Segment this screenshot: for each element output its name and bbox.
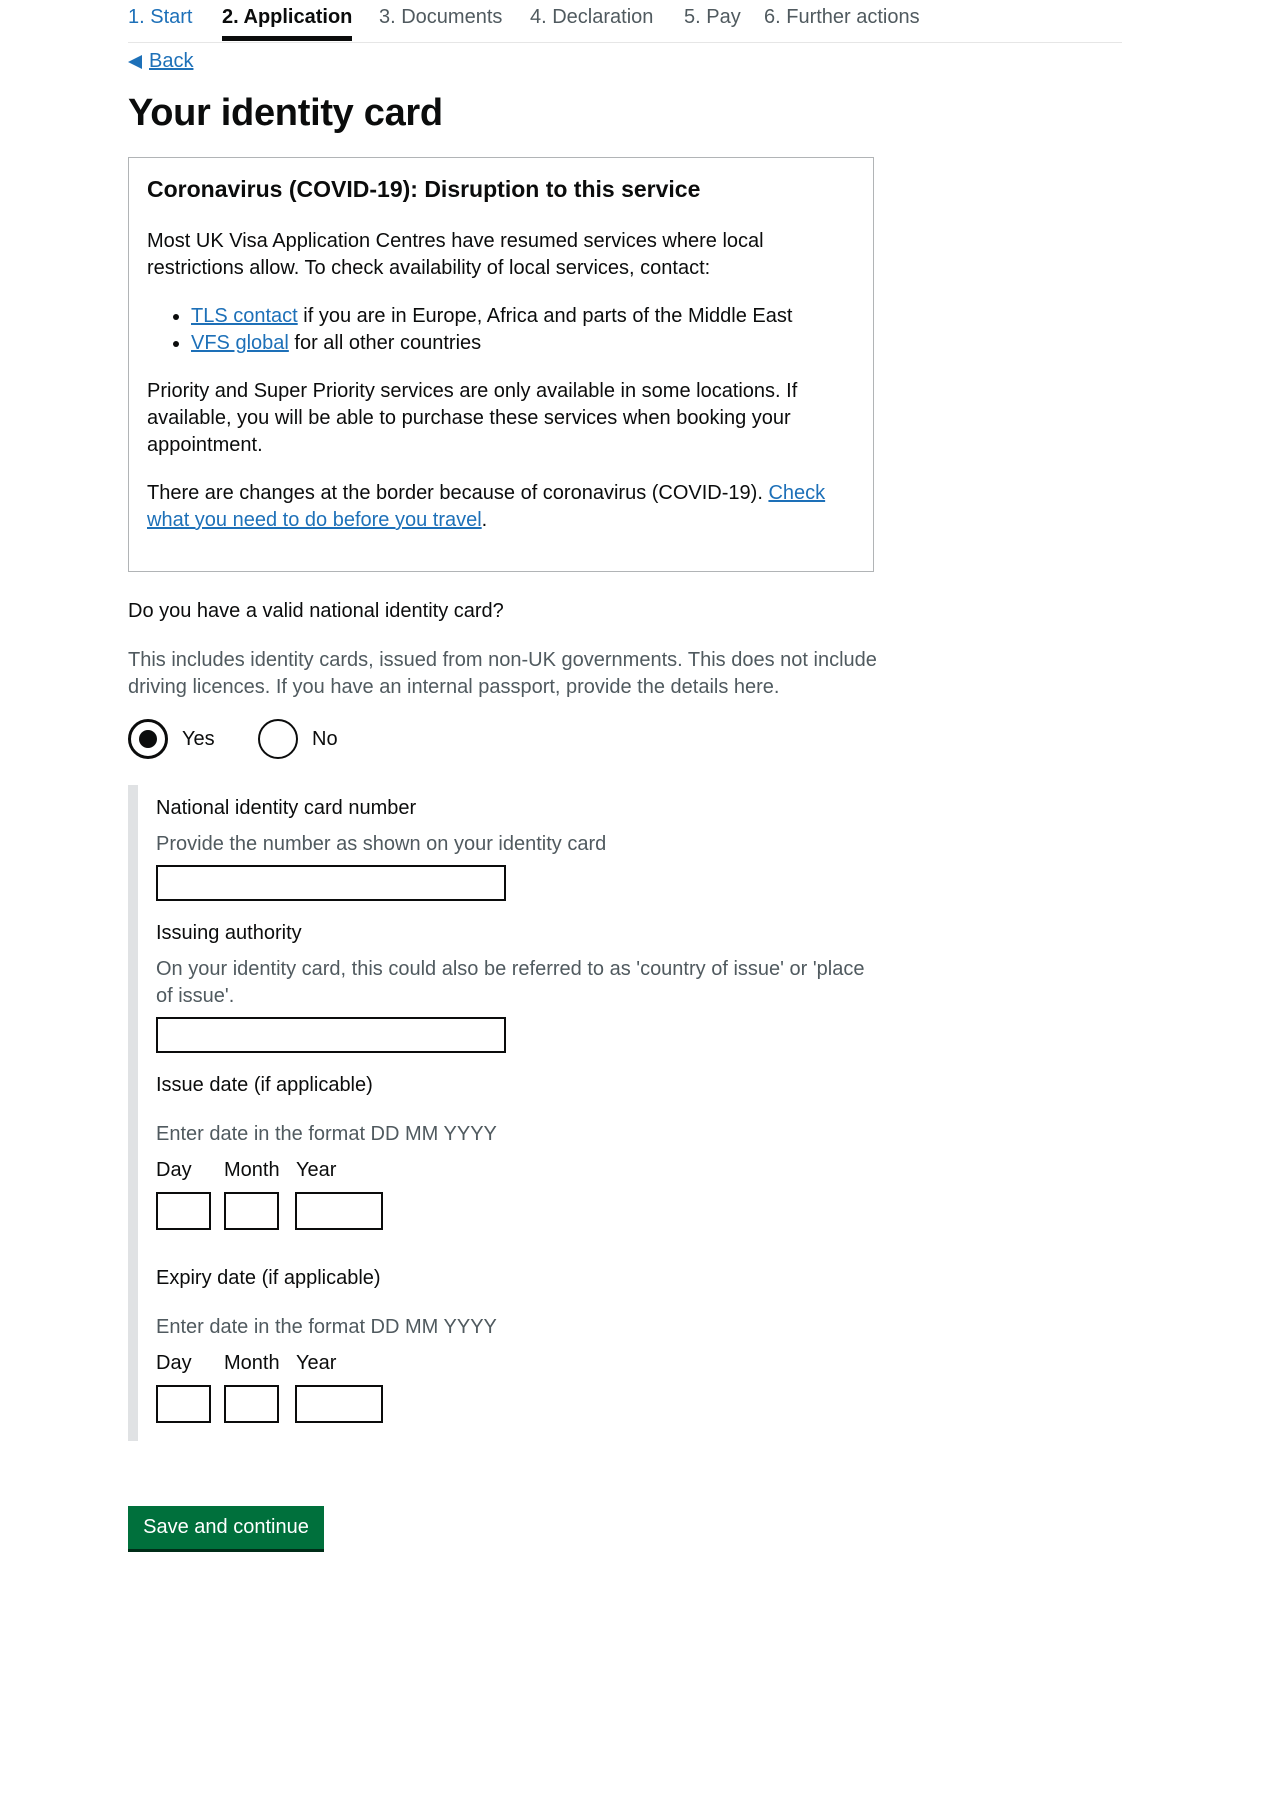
expiry-day-input[interactable] xyxy=(156,1385,211,1423)
conditional-reveal-bar xyxy=(128,785,138,1441)
notice-paragraph-1: Most UK Visa Application Centres have resumed services where local restrictions allow. To check availability of local services, contact: xyxy=(147,230,764,279)
notice-paragraph-3-end: . xyxy=(481,509,488,531)
expiry-date-hint: Enter date in the format DD MM YYYY xyxy=(156,1316,497,1338)
issuing-authority-label: Issuing authority xyxy=(156,922,302,944)
issue-date-hint: Enter date in the format DD MM YYYY xyxy=(156,1123,497,1145)
list-item xyxy=(191,303,792,330)
back-link-label: Back xyxy=(149,50,194,72)
step-start[interactable]: 1. Start xyxy=(128,6,193,28)
card-number-input[interactable] xyxy=(156,865,506,901)
list-item-text: if you are in Europe, Africa and parts of the Middle East xyxy=(297,305,793,327)
notice-paragraph-3 xyxy=(147,480,837,534)
step-application[interactable] xyxy=(222,6,352,29)
issue-year-label: Year xyxy=(296,1159,337,1181)
back-arrow-icon xyxy=(128,55,142,69)
list-item-text: for all other countries xyxy=(288,332,482,354)
radio-no-label[interactable]: No xyxy=(312,727,338,750)
issuing-authority-input[interactable] xyxy=(156,1017,506,1053)
radio-yes-circle[interactable] xyxy=(128,719,168,759)
step-application-label: 2. Application xyxy=(222,6,353,28)
expiry-month-input[interactable] xyxy=(224,1385,279,1423)
step-pay: 5. Pay xyxy=(684,6,741,28)
radio-no-circle[interactable] xyxy=(258,719,298,759)
back-link[interactable] xyxy=(128,50,193,73)
covid-notice-panel xyxy=(128,157,874,572)
radio-yes[interactable] xyxy=(128,719,215,759)
notice-heading: Coronavirus (COVID-19): Disruption to this service xyxy=(147,176,701,202)
issue-day-input[interactable] xyxy=(156,1192,211,1230)
travel-check-link[interactable]: Check what you need to do before you travel xyxy=(147,482,826,531)
radio-yes-label[interactable]: Yes xyxy=(182,727,215,750)
expiry-month-label: Month xyxy=(224,1352,280,1374)
issue-month-input[interactable] xyxy=(224,1192,279,1230)
notice-paragraph-2: Priority and Super Priority services are only available in some locations. If available, you will be able to purchase these services when booking your appointment. xyxy=(147,380,798,456)
card-number-label: National identity card number xyxy=(156,797,417,819)
notice-paragraph-3-text: There are changes at the border because of coronavirus (COVID-19). xyxy=(147,482,769,504)
page-title: Your identity card xyxy=(128,92,443,134)
expiry-date-label: Expiry date (if applicable) xyxy=(156,1267,381,1289)
radio-no[interactable] xyxy=(258,719,338,759)
radio-selected-dot xyxy=(139,730,157,748)
expiry-day-label: Day xyxy=(156,1352,192,1374)
step-declaration: 4. Declaration xyxy=(530,6,654,28)
list-item xyxy=(191,330,792,357)
save-and-continue-button[interactable]: Save and continue xyxy=(128,1506,324,1549)
issue-date-label: Issue date (if applicable) xyxy=(156,1074,373,1096)
vfs-global-link[interactable]: VFS global xyxy=(191,332,289,354)
current-step-indicator xyxy=(222,36,352,41)
issuing-authority-hint: On your identity card, this could also be referred to as 'country of issue' or 'place of issue'. xyxy=(156,958,865,1007)
card-number-hint: Provide the number as shown on your identity card xyxy=(156,833,607,855)
issue-year-input[interactable] xyxy=(295,1192,383,1230)
issue-month-label: Month xyxy=(224,1159,280,1181)
identity-card-hint: This includes identity cards, issued from non-UK governments. This does not include driving licences. If you have an internal passport, provide the details here. xyxy=(128,649,877,698)
expiry-year-input[interactable] xyxy=(295,1385,383,1423)
step-navigation xyxy=(128,0,1122,43)
step-further-actions: 6. Further actions xyxy=(764,6,920,28)
step-documents: 3. Documents xyxy=(379,6,503,28)
notice-contact-list xyxy=(147,303,792,357)
expiry-year-label: Year xyxy=(296,1352,337,1374)
identity-card-question: Do you have a valid national identity card? xyxy=(128,600,504,622)
tls-contact-link[interactable]: TLS contact xyxy=(191,305,298,327)
issue-day-label: Day xyxy=(156,1159,192,1181)
